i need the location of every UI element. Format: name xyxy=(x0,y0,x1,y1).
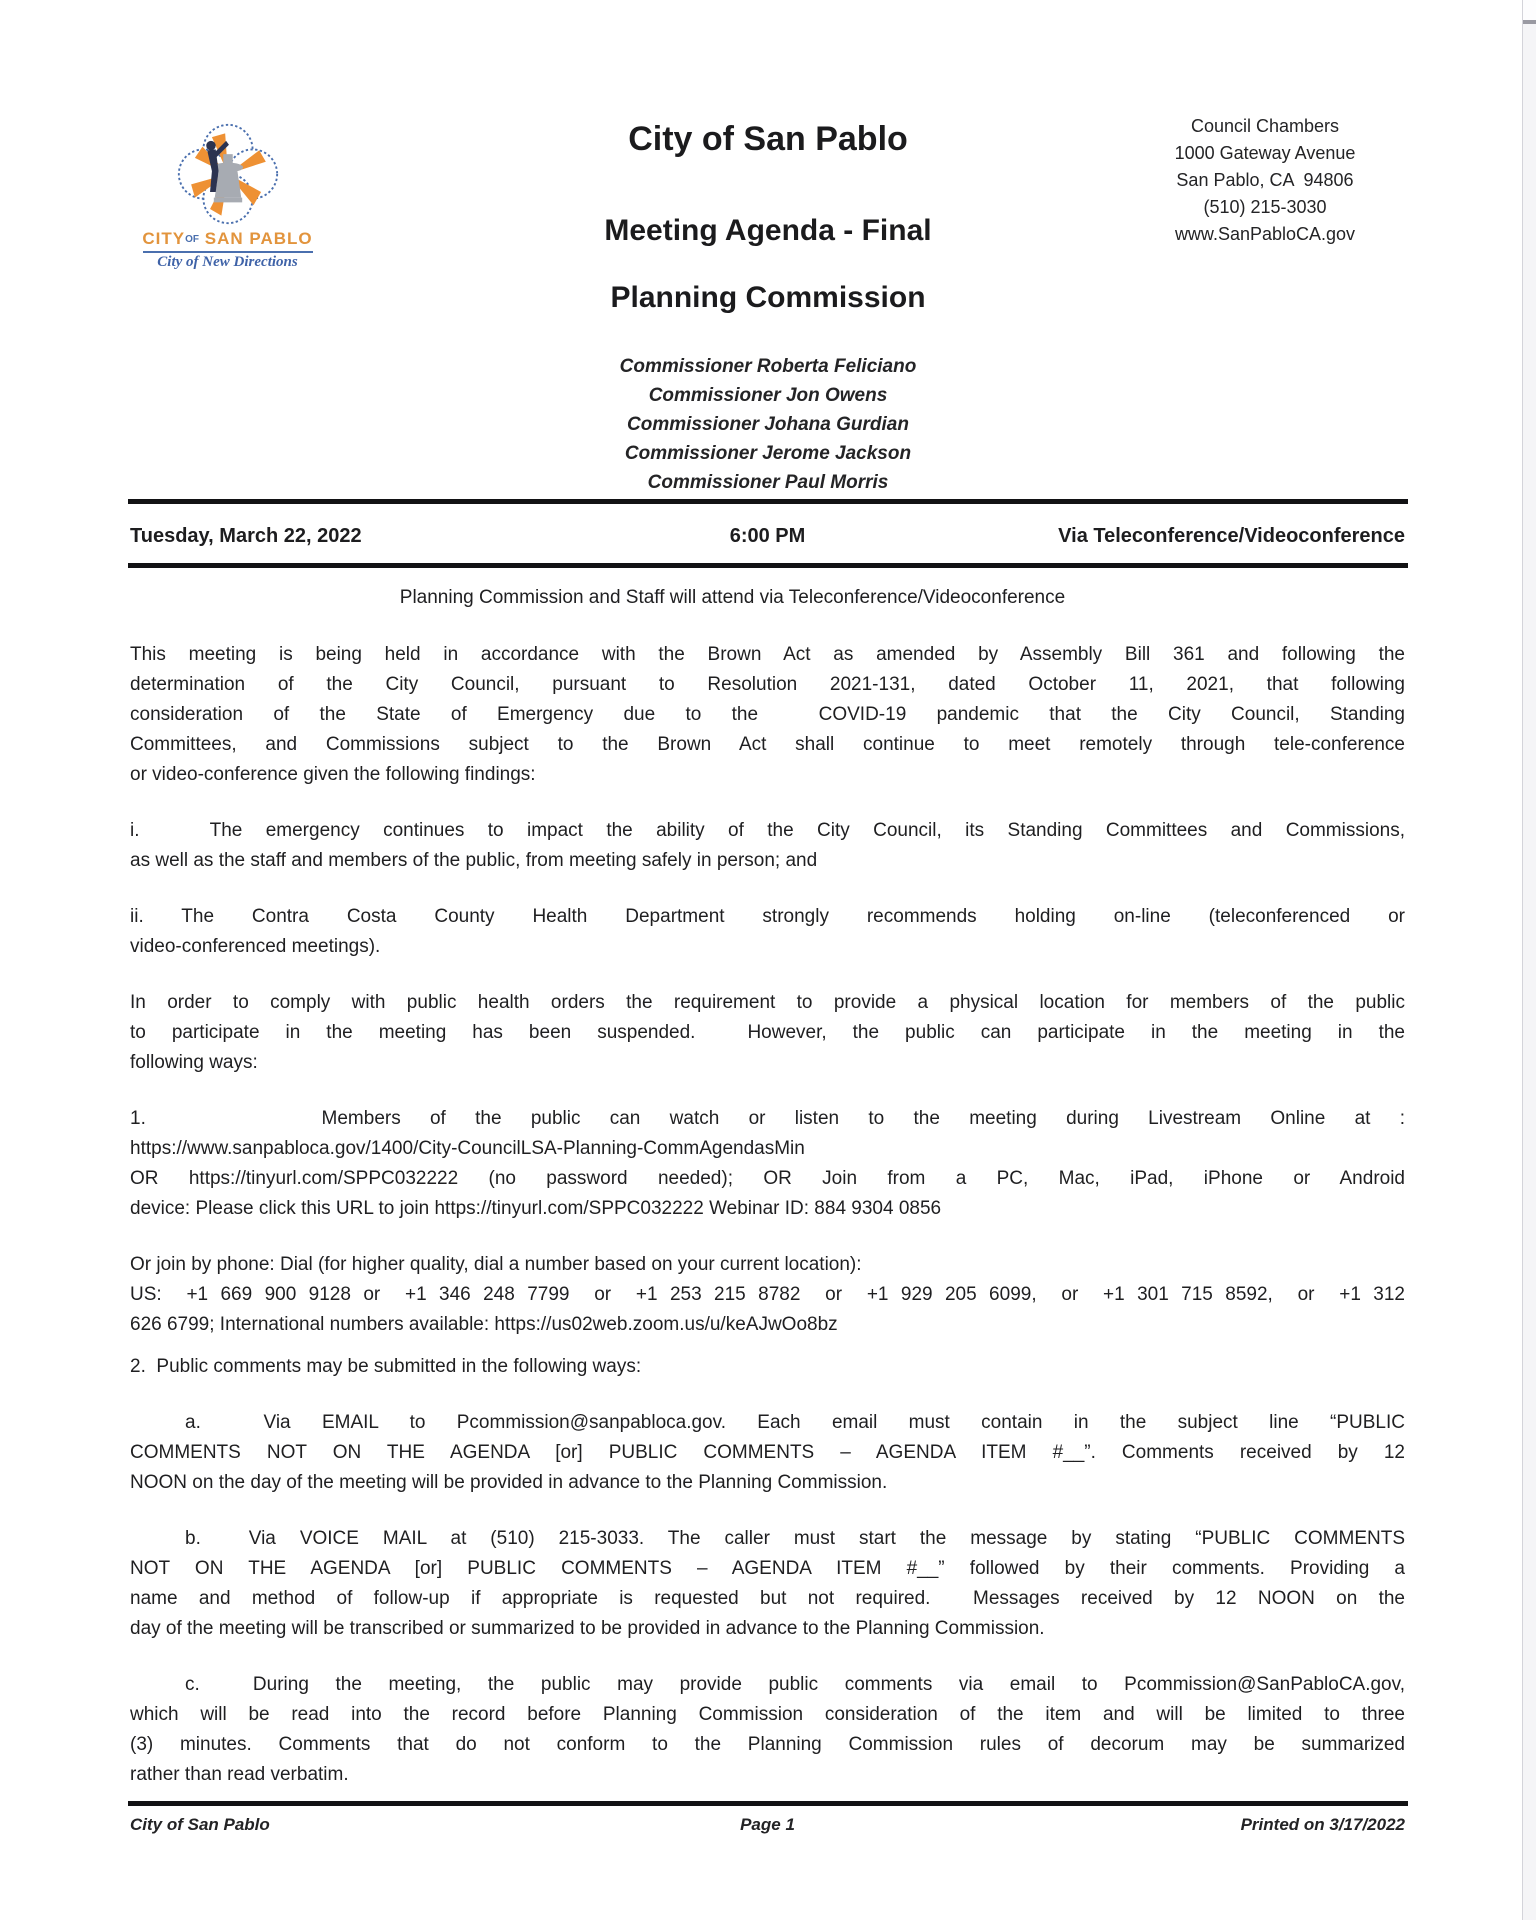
text-line: name and method of follow-up if appropriate is requested but not required. Messages received by 12 NOON on the xyxy=(130,1588,1405,1609)
text-line: or video-conference given the following findings: xyxy=(130,764,536,785)
agenda-subtitle: Meeting Agenda - Final xyxy=(604,214,932,247)
paragraph xyxy=(130,640,1405,790)
text-line: device: Please click this URL to join https://tinyurl.com/SPPC032222 Webinar ID: 884 9304 0856 xyxy=(130,1198,942,1219)
meeting-info-bar xyxy=(130,521,1405,551)
address-line: 1000 Gateway Avenue xyxy=(1174,143,1356,163)
address-line: (510) 215-3030 xyxy=(1203,197,1327,217)
text-line: i. The emergency continues to impact the ability of the City Council, its Standing Committees and Commissions, xyxy=(130,820,1405,841)
text-line: determination of the City Council, pursuant to Resolution 2021-131, dated October 11, 2021, that following xyxy=(130,674,1405,695)
paragraph xyxy=(130,816,1405,876)
attendance-note: Planning Commission and Staff will attend via Teleconference/Videoconference xyxy=(399,587,1066,608)
text-line: https://www.sanpabloca.gov/1400/City-CouncilLSA-Planning-CommAgendasMin xyxy=(130,1138,805,1159)
logo-tagline: City of New Directions xyxy=(157,254,298,270)
footer-rule xyxy=(128,1801,1408,1806)
meeting-time: 6:00 PM xyxy=(729,525,806,547)
logo-wordmark: CITYOF SAN PABLO xyxy=(142,229,313,248)
text-line: NOON on the day of the meeting will be provided in advance to the Planning Commission. xyxy=(130,1472,888,1493)
commissioner-list xyxy=(0,352,1536,497)
text-line: ii. The Contra Costa County Health Department strongly recommends holding on-line (teleconferenced or xyxy=(130,906,1405,927)
address-block xyxy=(1100,113,1430,248)
text-line: NOT ON THE AGENDA [or] PUBLIC COMMENTS – AGENDA ITEM #__” followed by their comments. Providing a xyxy=(130,1558,1405,1579)
footer-printed-date: Printed on 3/17/2022 xyxy=(1240,1815,1405,1834)
page-footer xyxy=(130,1812,1405,1838)
text-line: day of the meeting will be transcribed or summarized to be provided in advance to the Planning Commission. xyxy=(130,1618,1045,1639)
paragraph xyxy=(130,902,1405,962)
paragraph xyxy=(130,1670,1405,1790)
text-line: OR https://tinyurl.com/SPPC032222 (no password needed); OR Join from a PC, Mac, iPad, iPhone or Android xyxy=(130,1168,1405,1189)
commission-title: Planning Commission xyxy=(610,281,926,314)
commissioner-name: Commissioner Jon Owens xyxy=(648,385,888,406)
text-line: b. Via VOICE MAIL at (510) 215-3033. The caller must start the message by stating “PUBLIC COMMENTS xyxy=(185,1528,1405,1549)
paragraph xyxy=(130,1250,1405,1340)
text-line: following ways: xyxy=(130,1052,258,1073)
text-line: US: +1 669 900 9128 or +1 346 248 7799 or +1 253 215 8782 or +1 929 205 6099, or +1 301 715 8592, or +1 312 xyxy=(130,1284,1405,1305)
footer-page-number: Page 1 xyxy=(740,1815,795,1834)
text-line: c. During the meeting, the public may provide public comments via email to Pcommission@SanPabloCA.gov, xyxy=(185,1674,1405,1695)
text-line: 1. Members of the public can watch or listen to the meeting during Livestream Online at : xyxy=(130,1108,1405,1129)
paragraph xyxy=(130,1408,1405,1498)
paragraph xyxy=(130,1524,1405,1644)
logo-divider xyxy=(143,251,313,253)
text-line: Or join by phone: Dial (for higher quality, dial a number based on your current location): xyxy=(130,1254,862,1275)
divider-rule-top xyxy=(128,499,1408,504)
commissioner-name: Commissioner Jerome Jackson xyxy=(624,443,912,464)
page-title: City of San Pablo xyxy=(628,120,908,158)
address-line: Council Chambers xyxy=(1190,116,1340,136)
text-line: consideration of the State of Emergency due to the COVID-19 pandemic that the City Council, Standing xyxy=(130,704,1405,725)
text-line: COMMENTS NOT ON THE AGENDA [or] PUBLIC COMMENTS – AGENDA ITEM #__”. Comments received by 12 xyxy=(130,1442,1405,1463)
address-line: San Pablo, CA 94806 xyxy=(1176,170,1354,190)
commissioner-name: Commissioner Roberta Feliciano xyxy=(619,356,917,377)
text-line: Committees, and Commissions subject to the Brown Act shall continue to meet remotely through tele-conference xyxy=(130,734,1405,755)
paragraph xyxy=(130,1352,1405,1382)
text-line: In order to comply with public health orders the requirement to provide a physical location for members of the public xyxy=(130,992,1405,1013)
footer-city: City of San Pablo xyxy=(130,1815,270,1834)
text-line: a. Via EMAIL to Pcommission@sanpabloca.gov. Each email must contain in the subject line “PUBLIC xyxy=(185,1412,1405,1433)
text-line: (3) minutes. Comments that do not conform to the Planning Commission rules of decorum may be summarized xyxy=(130,1734,1405,1755)
text-line: as well as the staff and members of the public, from meeting safely in person; and xyxy=(130,850,818,871)
scrollbar-thumb[interactable] xyxy=(1523,0,1536,24)
text-line: which will be read into the record before Planning Commission consideration of the item and will be limited to three xyxy=(130,1704,1405,1725)
meeting-date: Tuesday, March 22, 2022 xyxy=(130,525,362,547)
text-line: 2. Public comments may be submitted in the following ways: xyxy=(130,1356,642,1377)
text-line: to participate in the meeting has been suspended. However, the public can participate in the meeting in the xyxy=(130,1022,1405,1043)
text-line: video-conferenced meetings). xyxy=(130,936,381,957)
divider-rule-bottom xyxy=(128,563,1408,568)
text-line: rather than read verbatim. xyxy=(130,1764,349,1785)
commissioner-name: Commissioner Paul Morris xyxy=(647,472,889,493)
address-line: www.SanPabloCA.gov xyxy=(1174,224,1356,244)
meeting-location: Via Teleconference/Videoconference xyxy=(1058,525,1405,547)
text-line: 626 6799; International numbers available: https://us02web.zoom.us/u/keAJwOo8bz xyxy=(130,1314,838,1335)
paragraph xyxy=(130,1104,1405,1224)
paragraph xyxy=(130,988,1405,1078)
commissioner-name: Commissioner Johana Gurdian xyxy=(627,414,909,435)
agenda-body xyxy=(130,640,1405,1790)
text-line: This meeting is being held in accordance with the Brown Act as amended by Assembly Bill 361 and following the xyxy=(130,644,1405,665)
